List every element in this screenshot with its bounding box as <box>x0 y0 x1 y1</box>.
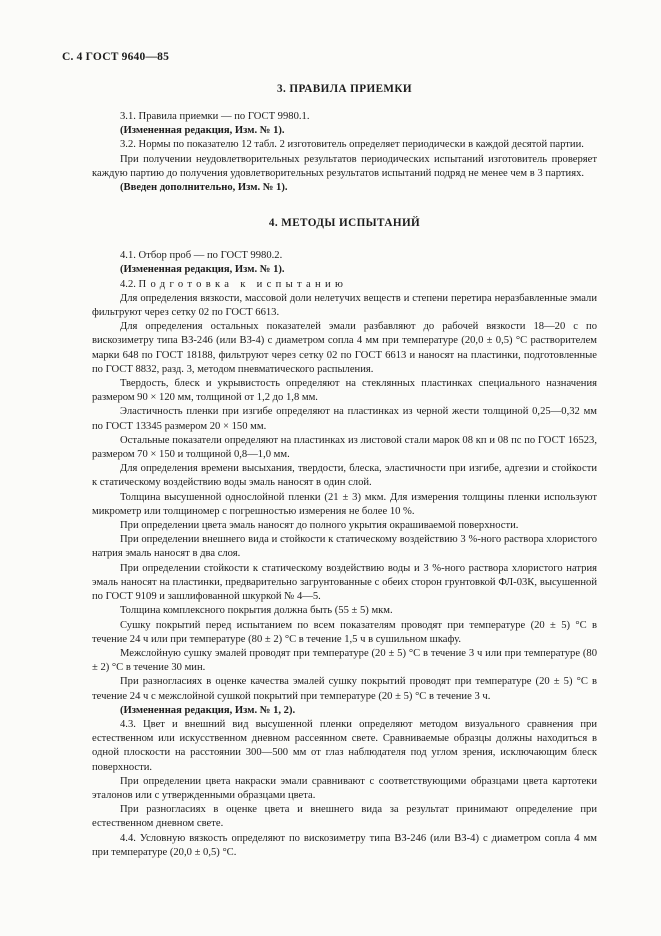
paragraph-4-3: 4.3. Цвет и внешний вид высушенной пленки определяют методом визуального сравнения при естественном или искусственном дневном рассеянном свете. Сравниваемые образцы должны находиться в одной плоскости на расстоянии 300—500 мм от глаз наблюдателя под углом зрения, исключающим блеск поверхности. <box>92 718 597 773</box>
paragraph: Межслойную сушку эмалей проводят при температуре (20 ± 5) °С в течение 3 ч или при температуре (80 ± 2) °С в течение 30 мин. <box>92 647 597 674</box>
paragraph-4-4: 4.4. Условную вязкость определяют по вискозиметру типа ВЗ-246 (или ВЗ-4) с диаметром сопла 4 мм при температуре (20,0 ± 0,5) °С. <box>92 832 597 858</box>
paragraph-3-1: 3.1. Правила приемки — по ГОСТ 9980.1. <box>120 111 310 122</box>
paragraph: При разногласиях в оценке цвета и внешнего вида за результат принимают определение при естественном дневном свете. <box>92 804 597 830</box>
section-3-title: 3. ПРАВИЛА ПРИЕМКИ <box>276 83 413 95</box>
paragraph: При определении цвета накраски эмали сравнивают с соответствующими образцами цвета картотеки эталонов или с утвержденными образцами цвета. <box>92 775 597 801</box>
clause-number: 4.2. <box>120 278 136 290</box>
paragraph: При получении неудовлетворительных результатов периодических испытаний изготовитель проверяет каждую партию до получения удовлетворительных результатов испытаний подряд не менее чем в 3 партиях. <box>92 153 597 179</box>
document-body <box>92 78 597 860</box>
paragraph: Сушку покрытий перед испытанием по всем показателям проводят при температуре (20 ± 5) °С в течение 24 ч или при температуре (80 ± 2) °С в течение 1,5 ч в сушильном шкафу. <box>92 619 597 645</box>
amendment-note: (Измененная редакция, Изм. № 1, 2). <box>120 704 296 716</box>
paragraph: Для определения времени высыхания, твердости, блеска, эластичности при изгибе, адгезии и стойкости к статическому воздействию воды эмаль наносят в один слой. <box>92 463 597 489</box>
page-header: С. 4 ГОСТ 9640—85 <box>62 51 170 63</box>
paragraph: Для определения вязкости, массовой доли нелетучих веществ и степени перетира неразбавленные эмали фильтруют через сетку 02 по ГОСТ 6613. <box>92 292 597 319</box>
amendment-note: (Измененная редакция, Изм. № 1). <box>120 125 285 137</box>
paragraph: Остальные показатели определяют на пластинках из листовой стали марок 08 кп и 08 пс по ГОСТ 16523, размером 70 × 150 и толщиной 0,8—1,0 мм. <box>92 434 597 461</box>
paragraph: Твердость, блеск и укрывистость определяют на стеклянных пластинках специального назначения размером 90 × 120 мм, толщиной от 1,2 до 1,8 мм. <box>92 378 597 404</box>
amendment-note: (Введен дополнительно, Изм. № 1). <box>120 182 288 194</box>
paragraph: Толщина комплексного покрытия должна быть (55 ± 5) мкм. <box>120 605 393 617</box>
paragraph: Для определения остальных показателей эмали разбавляют до рабочей вязкости 18—20 с по вискозиметру типа ВЗ-246 (или ВЗ-4) с диаметром сопла 4 мм при температуре (20,0 ± 0,5) °С растворителем марки 648 по ГОСТ 18188, фильтруют через сетку 02 по ГОСТ 6613 и наносят на пластинки, подготовленные по ГОСТ 8832, разд. 3, методом пневматического распыления. <box>92 321 597 375</box>
paragraph-3-2: 3.2. Нормы по показателю 12 табл. 2 изготовитель определяет периодически в каждой десятой партии. <box>120 139 584 151</box>
amendment-note: (Измененная редакция, Изм. № 1). <box>120 264 285 276</box>
paragraph: При определении стойкости к статическому воздействию воды и 3 %-ного раствора хлористого натрия эмаль наносят на пластинки, предварительно загрунтованные с обеих сторон грунтовкой ФЛ-03К, высушенной по ГОСТ 9109 и зашлифованной шкуркой № 4—5. <box>92 562 597 603</box>
paragraph-4-2-heading <box>92 278 597 292</box>
paragraph: Толщина высушенной однослойной пленки (21 ± 3) мкм. Для измерения толщины пленки используют микрометр или толщиномер с погрешностью измерения не более 10 %. <box>92 491 597 517</box>
paragraph: Эластичность пленки при изгибе определяют на пластинках из черной жести толщиной 0,25—0,32 мм по ГОСТ 13345 размером 20 × 150 мм. <box>92 406 597 432</box>
section-4-title: 4. МЕТОДЫ ИСПЫТАНИЙ <box>268 217 421 230</box>
paragraph-4-1: 4.1. Отбор проб — по ГОСТ 9980.2. <box>120 250 283 262</box>
paragraph: При определении внешнего вида и стойкости к статическому воздействию 3 %-ного раствора хлористого натрия эмаль наносят в два слоя. <box>92 534 597 560</box>
paragraph: При определении цвета эмаль наносят до полного укрытия окрашиваемой поверхности. <box>120 520 519 532</box>
paragraph: При разногласиях в оценке качества эмалей сушку покрытий проводят при температуре (20 ± 5) °С в течение 24 ч с межслойной сушкой покрытий при температуре (20 ± 5) °С в течение 3 ч. <box>92 676 597 702</box>
spaced-subheading: Подготовка к испытанию <box>138 278 348 290</box>
